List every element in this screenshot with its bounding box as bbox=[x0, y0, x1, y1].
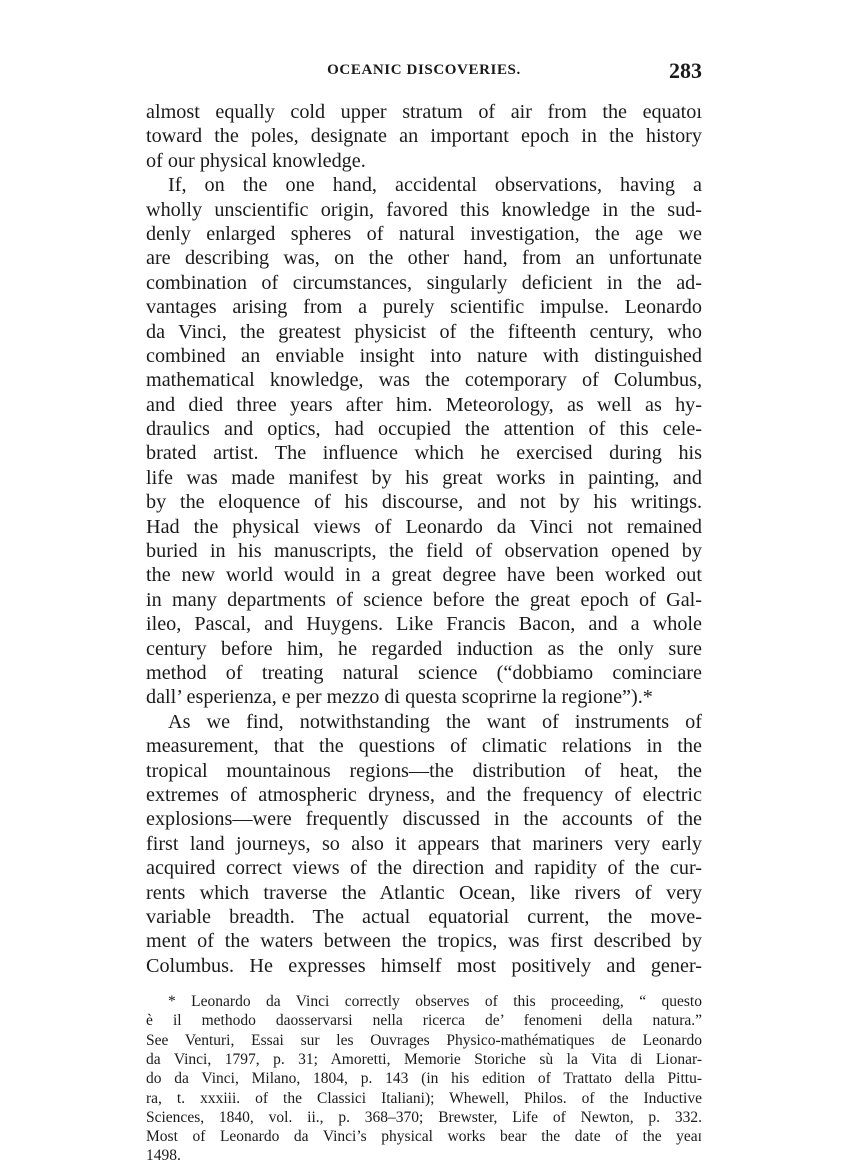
footnote-line: Most of Leonardo da Vinci’s physical works bear the date of the yeaɪ bbox=[146, 1128, 702, 1146]
body-line: in many departments of science before the great epoch of Gal- bbox=[146, 588, 702, 611]
page-number: 283 bbox=[669, 58, 702, 83]
footnote-line: 1498. bbox=[146, 1147, 181, 1165]
body-line: extremes of atmospheric dryness, and the frequency of electric bbox=[146, 783, 702, 806]
body-text bbox=[146, 100, 702, 978]
body-line: tropical mountainous regions—the distribution of heat, the bbox=[146, 759, 702, 782]
body-line: Columbus. He expresses himself most positively and gener- bbox=[146, 954, 702, 977]
body-line: life was made manifest by his great works in painting, and bbox=[146, 466, 702, 489]
body-line: of our physical knowledge. bbox=[146, 149, 366, 172]
body-line: measurement, that the questions of climatic relations in the bbox=[146, 735, 702, 758]
body-line: wholly unscientific origin, favored this knowledge in the sud- bbox=[146, 198, 702, 221]
body-line: As we find, notwithstanding the want of instruments of bbox=[168, 710, 702, 733]
body-line: and died three years after him. Meteorology, as well as hy- bbox=[146, 393, 702, 416]
body-line: da Vinci, the greatest physicist of the fifteenth century, who bbox=[146, 320, 702, 343]
body-line: method of treating natural science (“dobbiamo cominciare bbox=[146, 661, 702, 684]
body-line: Had the physical views of Leonardo da Vinci not remained bbox=[146, 515, 702, 538]
body-line: almost equally cold upper stratum of air from the equatoı bbox=[146, 101, 702, 123]
body-line: draulics and optics, had occupied the attention of this cele- bbox=[146, 418, 702, 441]
body-line: mathematical knowledge, was the cotemporary of Columbus, bbox=[146, 369, 702, 392]
body-line: explosions—were frequently discussed in the accounts of the bbox=[146, 808, 702, 831]
body-line: by the eloquence of his discourse, and not by his writings. bbox=[146, 491, 702, 514]
book-page bbox=[146, 60, 702, 1166]
footnote-line: Sciences, 1840, vol. ii., p. 368–370; Brewster, Life of Newton, p. 332. bbox=[146, 1108, 702, 1126]
footnote-line: do da Vinci, Milano, 1804, p. 143 (in his edition of Trattato della Pittu- bbox=[146, 1070, 702, 1088]
body-line: variable breadth. The actual equatorial current, the move- bbox=[146, 905, 702, 928]
body-line: brated artist. The influence which he exercised during his bbox=[146, 442, 702, 465]
body-line: dall’ esperienza, e per mezzo di questa scoprirne la regione”).* bbox=[146, 686, 653, 709]
body-line: first land journeys, so also it appears that mariners very early bbox=[146, 832, 702, 855]
footnote-line: * Leonardo da Vinci correctly observes of this proceeding, “ questo bbox=[168, 993, 702, 1011]
body-line: combined an enviable insight into nature with distinguished bbox=[146, 344, 702, 367]
running-title: OCEANIC DISCOVERIES. bbox=[327, 62, 521, 78]
footnote-line: ra, t. xxxiii. of the Classici Italiani); Whewell, Philos. of the Inductive bbox=[146, 1089, 702, 1107]
page-header bbox=[146, 60, 702, 86]
body-line: toward the poles, designate an important epoch in the history bbox=[146, 125, 702, 148]
body-line: denly enlarged spheres of natural investigation, the age we bbox=[146, 222, 702, 245]
body-line: ileo, Pascal, and Huygens. Like Francis Bacon, and a whole bbox=[146, 613, 702, 636]
body-line: ment of the waters between the tropics, was first described by bbox=[146, 930, 702, 953]
body-line: the new world would in a great degree have been worked out bbox=[146, 564, 702, 587]
body-line: century before him, he regarded induction as the only sure bbox=[146, 637, 702, 660]
footnote-line: da Vinci, 1797, p. 31; Amoretti, Memorie Storiche sù la Vita di Lionar- bbox=[146, 1050, 702, 1068]
footnote bbox=[146, 992, 702, 1166]
body-line: If, on the one hand, accidental observations, having a bbox=[168, 174, 702, 197]
body-line: rents which traverse the Atlantic Ocean, like rivers of very bbox=[146, 881, 702, 904]
body-line: buried in his manuscripts, the field of observation opened by bbox=[146, 540, 702, 563]
body-line: vantages arising from a purely scientific impulse. Leonardo bbox=[146, 296, 702, 319]
footnote-line: See Venturi, Essai sur les Ouvrages Physico-mathématiques de Leonardo bbox=[146, 1031, 702, 1049]
body-line: acquired correct views of the direction and rapidity of the cur- bbox=[146, 857, 702, 880]
body-line: are describing was, on the other hand, from an unfortunate bbox=[146, 247, 702, 270]
body-line: combination of circumstances, singularly deficient in the ad- bbox=[146, 271, 702, 294]
footnote-line: è il methodo daosservarsi nella ricerca de’ fenomeni della natura.” bbox=[146, 1012, 702, 1030]
